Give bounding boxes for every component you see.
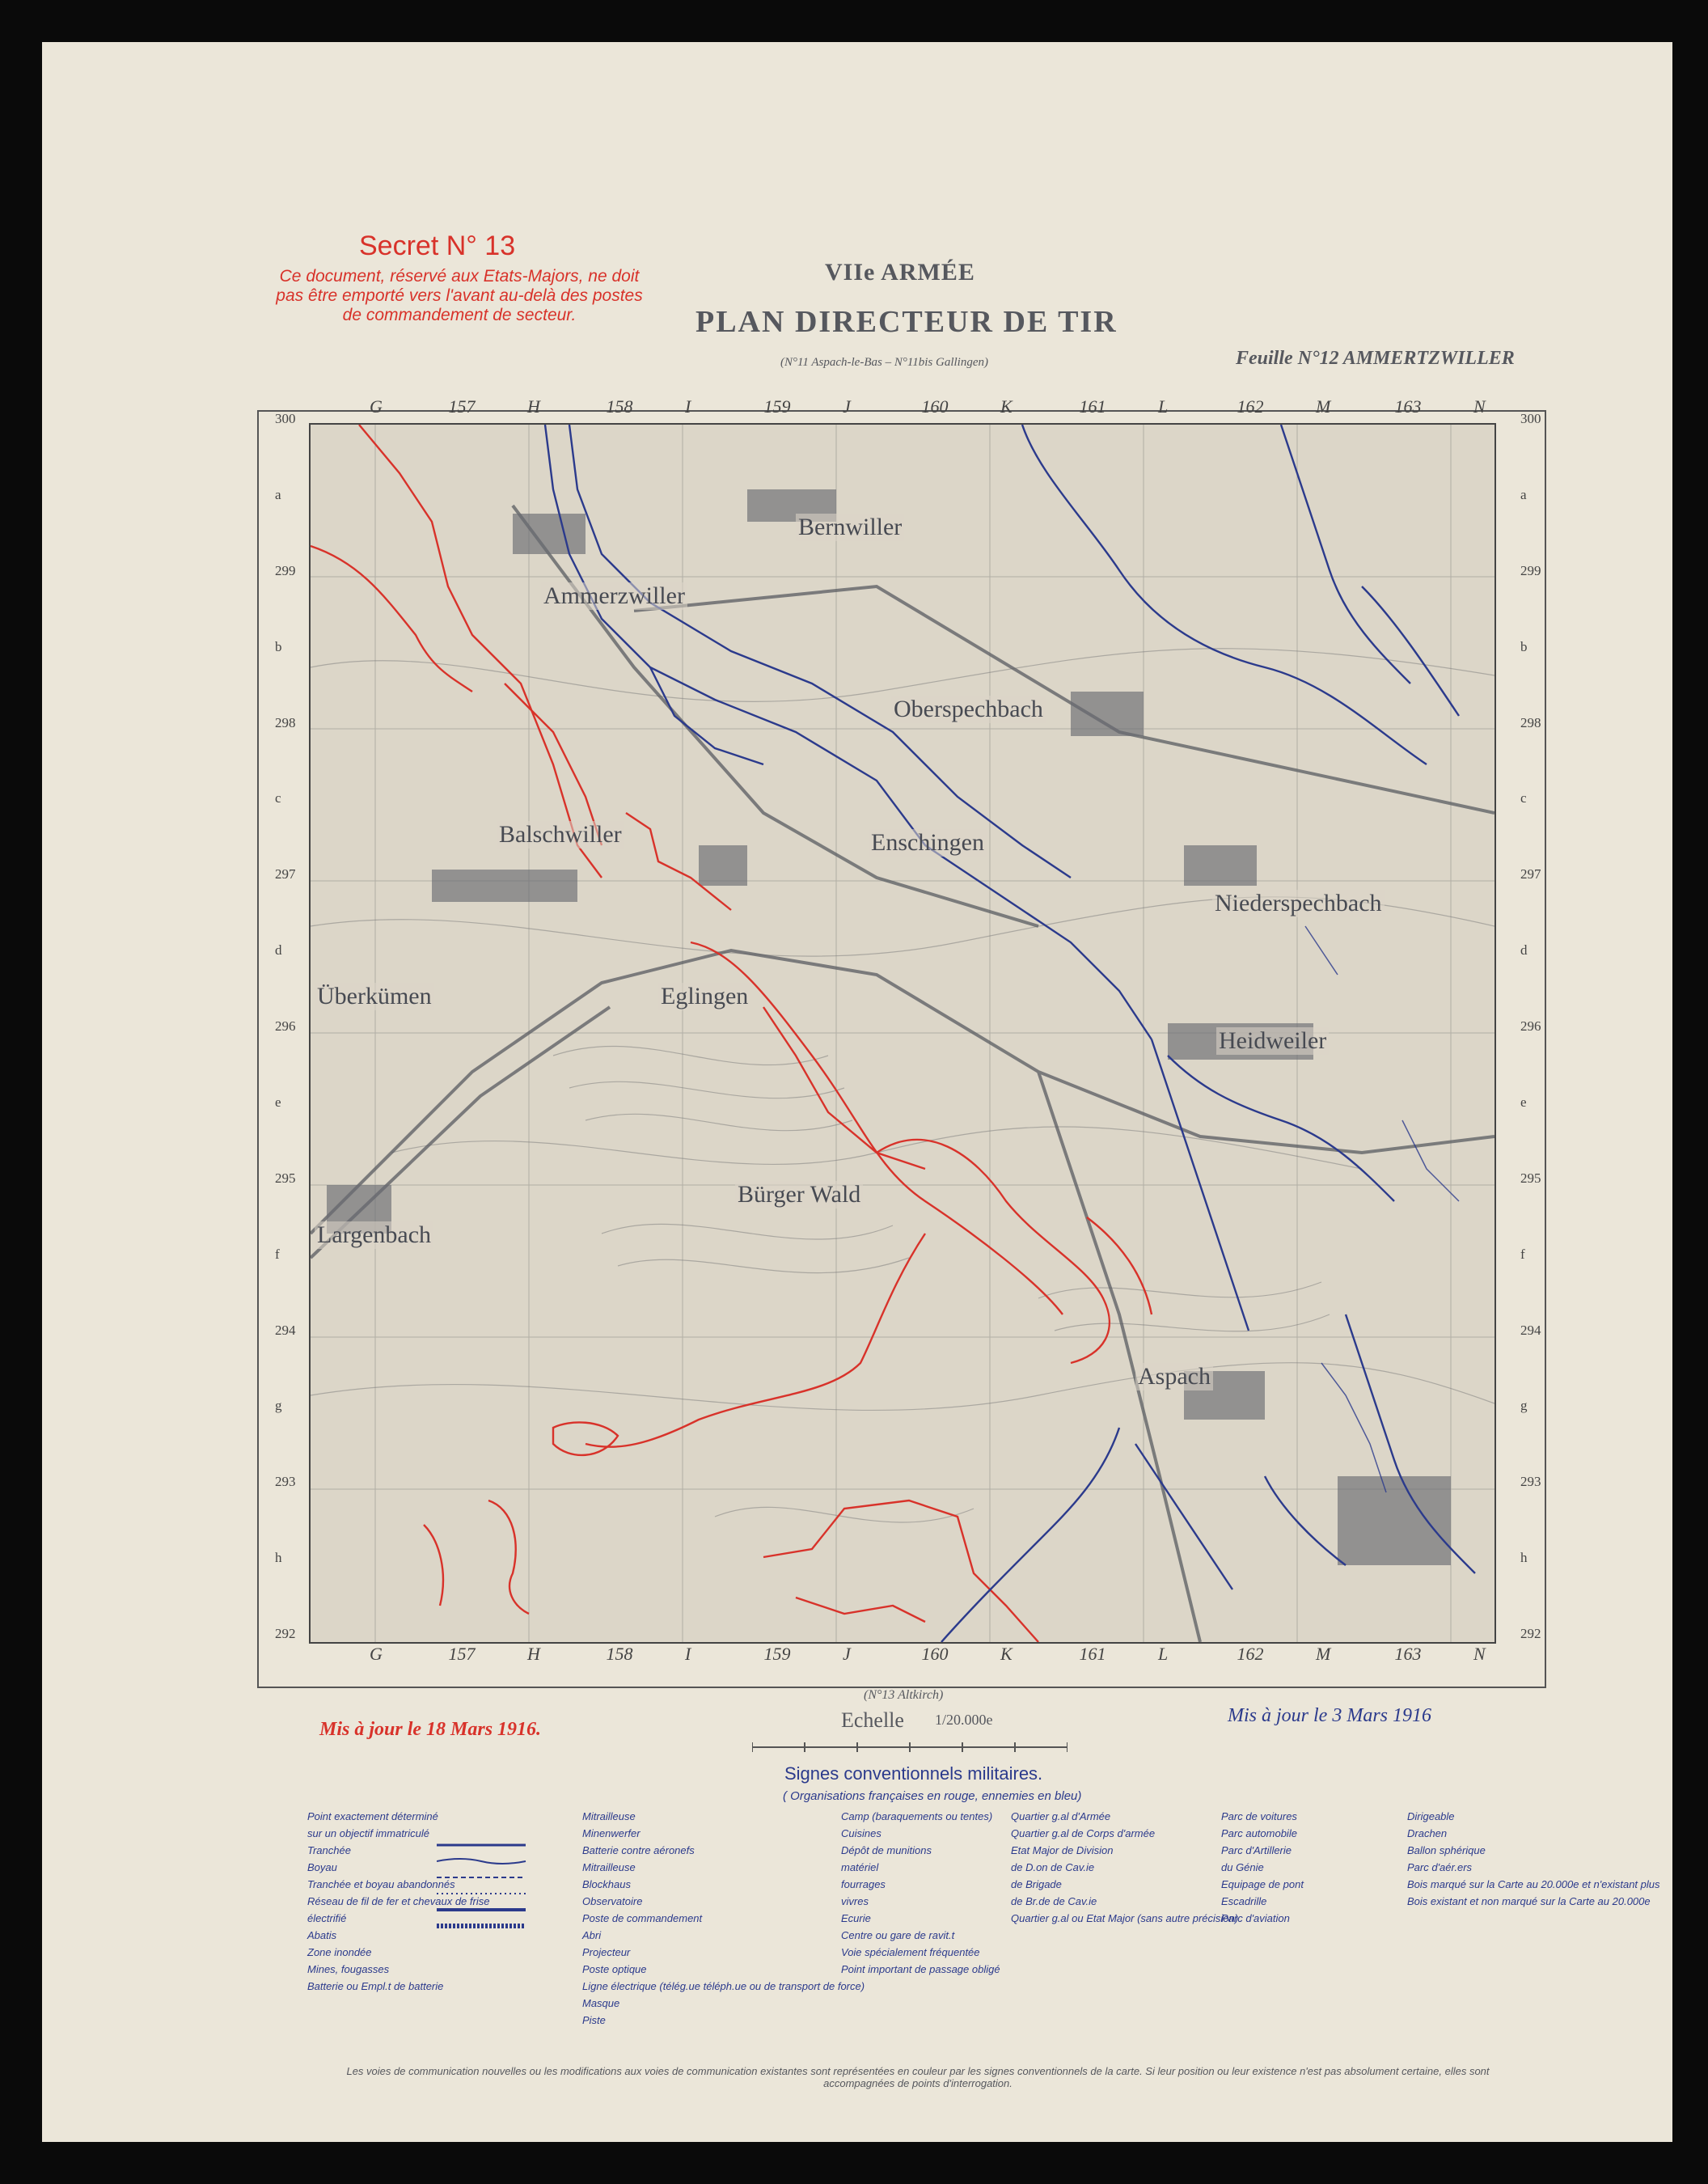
legend-entry: Ballon sphérique	[1407, 1844, 1486, 1856]
grid-row-label: g	[275, 1398, 282, 1414]
grid-col-label: 161	[1079, 1644, 1106, 1664]
legend-entry: Voie spécialement fréquentée	[841, 1946, 980, 1958]
grid-row-label: 292	[1520, 1626, 1541, 1641]
legend-entry: Réseau de fil de fer et chevaux de frise	[307, 1895, 490, 1907]
place-aspach: Aspach	[1135, 1363, 1213, 1390]
place-balschwiller: Balschwiller	[497, 821, 624, 849]
grid-col-label: L	[1158, 396, 1169, 417]
place-heidweiler: Heidweiler	[1216, 1027, 1329, 1055]
page-title: PLAN DIRECTEUR DE TIR	[695, 305, 1118, 339]
grid-col-label: 159	[763, 396, 791, 417]
grid-col-label: G	[370, 396, 383, 417]
legend-entry: Tranchée et boyau abandonnés	[307, 1878, 455, 1890]
legend-col-points	[582, 1808, 865, 2029]
grid-col-label: N	[1473, 396, 1486, 417]
place-enschingen: Enschingen	[869, 829, 987, 857]
grid-row-label: 294	[1520, 1322, 1541, 1338]
grid-col-label: 162	[1237, 1644, 1264, 1664]
legend-entry: Parc automobile	[1221, 1827, 1297, 1839]
legend-entry: Piste	[582, 2014, 606, 2026]
grid-col-label: 162	[1237, 396, 1264, 417]
adjacent-sheets: (N°11 Aspach-le-Bas – N°11bis Gallingen)	[780, 356, 988, 369]
grid-row-label: 295	[1520, 1170, 1541, 1186]
legend-col-depots	[841, 1808, 1000, 1978]
grid-row-label: e	[1520, 1094, 1527, 1110]
grid-row-label: 300	[1520, 411, 1541, 426]
grid-col-label: 160	[921, 396, 949, 417]
legend-entry: Projecteur	[582, 1946, 631, 1958]
grid-col-label: 159	[763, 1644, 791, 1664]
legend-entry: Masque	[582, 1997, 620, 2009]
legend-entry: Ecurie	[841, 1912, 871, 1924]
grid-col-label: 160	[921, 1644, 949, 1664]
grid-row-label: 293	[1520, 1474, 1541, 1490]
grid-row-label: 298	[275, 714, 296, 730]
legend-entry: Abri	[582, 1929, 602, 1941]
legend-title: Signes conventionnels militaires.	[784, 1763, 1043, 1784]
legend-entry: fourrages	[841, 1878, 886, 1890]
legend-entry: Dépôt de munitions	[841, 1844, 932, 1856]
grid-col-label: J	[843, 1644, 851, 1664]
legend-entry: Dirigeable	[1407, 1810, 1455, 1822]
grid-row-label: f	[275, 1246, 280, 1262]
legend-entry: Parc de voitures	[1221, 1810, 1297, 1822]
place-uberkumen: Überkümen	[315, 983, 434, 1010]
legend	[299, 1808, 1660, 2034]
grid-row-label: d	[275, 942, 282, 959]
update-date-french: Mis à jour le 18 Mars 1916.	[319, 1719, 542, 1740]
grid-col-label: M	[1316, 1644, 1331, 1664]
place-largenbach: Largenbach	[315, 1221, 433, 1249]
grid-row-label: a	[1520, 486, 1527, 502]
legend-entry: sur un objectif immatriculé	[307, 1827, 429, 1839]
grid-row-label: e	[275, 1094, 281, 1110]
secret-number: Secret N° 13	[359, 231, 516, 261]
place-oberspechbach: Oberspechbach	[891, 696, 1046, 723]
grid-col-label: 158	[606, 396, 633, 417]
grid-col-label: H	[527, 1644, 540, 1664]
grid-col-label: 157	[448, 1644, 476, 1664]
legend-entry: Centre ou gare de ravit.t	[841, 1929, 955, 1941]
legend-entry: Quartier g.al ou Etat Major (sans autre précision)	[1011, 1912, 1239, 1924]
grid-col-label: 163	[1394, 1644, 1422, 1664]
legend-entry: Quartier g.al d'Armée	[1011, 1810, 1111, 1822]
legend-entry: Escadrille	[1221, 1895, 1267, 1907]
grid-row-label: f	[1520, 1246, 1525, 1262]
legend-entry: Cuisines	[841, 1827, 881, 1839]
legend-entry: Camp (baraquements ou tentes)	[841, 1810, 993, 1822]
legend-entry: Abatis	[307, 1929, 337, 1941]
sheet-number: Feuille N°12 AMMERTZWILLER	[1236, 348, 1515, 369]
grid-row-label: 298	[1520, 714, 1541, 730]
scale-label: Echelle	[841, 1708, 904, 1732]
grid-row-label: c	[275, 790, 281, 806]
grid-col-label: J	[843, 396, 851, 417]
grid-row-label: 296	[1520, 1018, 1541, 1034]
grid-row-label: 293	[275, 1474, 296, 1490]
legend-entry: Etat Major de Division	[1011, 1844, 1114, 1856]
scale-value: 1/20.000e	[935, 1712, 993, 1728]
grid-row-label: b	[1520, 638, 1528, 654]
legend-entry: Batterie contre aéronefs	[582, 1844, 695, 1856]
update-date-enemy: Mis à jour le 3 Mars 1916	[1228, 1705, 1431, 1726]
grid-row-label: c	[1520, 790, 1527, 806]
grid-row-label: 299	[1520, 562, 1541, 578]
legend-entry: Mitrailleuse	[582, 1810, 636, 1822]
place-eglingen: Eglingen	[658, 983, 750, 1010]
legend-entry: Batterie ou Empl.t de batterie	[307, 1980, 444, 1992]
legend-entry: du Génie	[1221, 1861, 1264, 1873]
scale-bar	[752, 1739, 1068, 1759]
legend-entry: vivres	[841, 1895, 869, 1907]
grid-row-label: 297	[275, 866, 296, 882]
legend-entry: Tranchée	[307, 1844, 351, 1856]
legend-entry: de Br.de de Cav.ie	[1011, 1895, 1097, 1907]
place-burger-wald: Bürger Wald	[735, 1181, 863, 1208]
legend-entry: de D.on de Cav.ie	[1011, 1861, 1095, 1873]
legend-entry: matériel	[841, 1861, 879, 1873]
legend-entry: Mines, fougasses	[307, 1963, 390, 1975]
grid-col-label: 161	[1079, 396, 1106, 417]
grid-col-label: I	[685, 1644, 691, 1664]
grid-col-label: 157	[448, 396, 476, 417]
grid-col-label: I	[685, 396, 691, 417]
legend-col-aero	[1407, 1808, 1660, 1910]
grid-col-label: H	[527, 396, 540, 417]
legend-entry: Mitrailleuse	[582, 1861, 636, 1873]
grid-row-label: b	[275, 638, 282, 654]
grid-row-label: h	[275, 1550, 282, 1566]
legend-entry: Zone inondée	[307, 1946, 372, 1958]
grid-row-label: 300	[275, 411, 296, 426]
legend-entry: Ligne électrique (télég.ue téléph.ue ou de transport de force)	[582, 1980, 865, 1992]
grid-row-label: 294	[275, 1322, 296, 1338]
legend-entry: Minenwerfer	[582, 1827, 640, 1839]
place-ammerzwiller: Ammerzwiller	[541, 582, 687, 610]
grid-row-label: 292	[275, 1626, 296, 1641]
legend-entry: Poste de commandement	[582, 1912, 703, 1924]
grid-row-label: d	[1520, 942, 1528, 959]
legend-entry: Bois existant et non marqué sur la Carte au 20.000e	[1407, 1895, 1651, 1907]
grid-col-label: M	[1316, 396, 1331, 417]
legend-entry: Parc d'Artillerie	[1221, 1844, 1292, 1856]
grid-col-label: 158	[606, 1644, 633, 1664]
grid-row-label: 297	[1520, 866, 1541, 882]
sheet-below: (N°13 Altkirch)	[864, 1688, 944, 1702]
place-niederspechbach: Niederspechbach	[1212, 890, 1385, 917]
legend-entry: Quartier g.al de Corps d'armée	[1011, 1827, 1156, 1839]
legend-entry: Drachen	[1407, 1827, 1448, 1839]
legend-entry: Poste optique	[582, 1963, 647, 1975]
legend-entry: électrifié	[307, 1912, 347, 1924]
grid-row-label: 296	[275, 1018, 296, 1034]
grid-row-label: 295	[275, 1170, 296, 1186]
grid-col-label: K	[1000, 396, 1013, 417]
map-area	[309, 423, 1496, 1644]
grid-row-label: g	[1520, 1398, 1528, 1414]
legend-entry: Bois marqué sur la Carte au 20.000e et n'existant plus	[1407, 1878, 1660, 1890]
legend-subtitle: ( Organisations françaises en rouge, ennemies en bleu)	[783, 1789, 1082, 1803]
legend-entry: de Brigade	[1011, 1878, 1062, 1890]
legend-entry: Parc d'aér.ers	[1407, 1861, 1473, 1873]
grid-col-label: L	[1158, 1644, 1169, 1664]
army-heading: VIIe ARMÉE	[825, 259, 975, 286]
grid-col-label: G	[370, 1644, 383, 1664]
legend-entry: Point exactement déterminé	[307, 1810, 438, 1822]
legend-entry: Boyau	[307, 1861, 337, 1873]
legend-line-symbols	[437, 1840, 534, 1937]
footnote: Les voies de communication nouvelles ou les modifications aux voies de communication existantes sont représentées en couleur par les signes conventionnels de la carte. Si leur position ou leur existence n'est pas absolument certaine, elles sont accompagnées de points d'interrogation.	[346, 2065, 1490, 2089]
legend-col-hq	[1011, 1808, 1238, 1927]
secret-notice: Ce document, réservé aux Etats-Majors, ne doit pas être emporté vers l'avant au-delà des postes de commandement de secteur.	[276, 267, 643, 324]
legend-entry: Parc d'aviation	[1221, 1912, 1290, 1924]
legend-entry: Blockhaus	[582, 1878, 631, 1890]
legend-entry: Observatoire	[582, 1895, 643, 1907]
grid-col-label: K	[1000, 1644, 1013, 1664]
grid-col-label: N	[1473, 1644, 1486, 1664]
grid-row-label: 299	[275, 562, 296, 578]
grid-row-label: a	[275, 486, 281, 502]
grid-row-label: h	[1520, 1550, 1528, 1566]
grid-col-label: 163	[1394, 396, 1422, 417]
legend-col-parks	[1221, 1808, 1304, 1927]
legend-entry: Equipage de pont	[1221, 1878, 1304, 1890]
place-bernwiller: Bernwiller	[796, 514, 904, 541]
legend-entry: Point important de passage obligé	[841, 1963, 1000, 1975]
